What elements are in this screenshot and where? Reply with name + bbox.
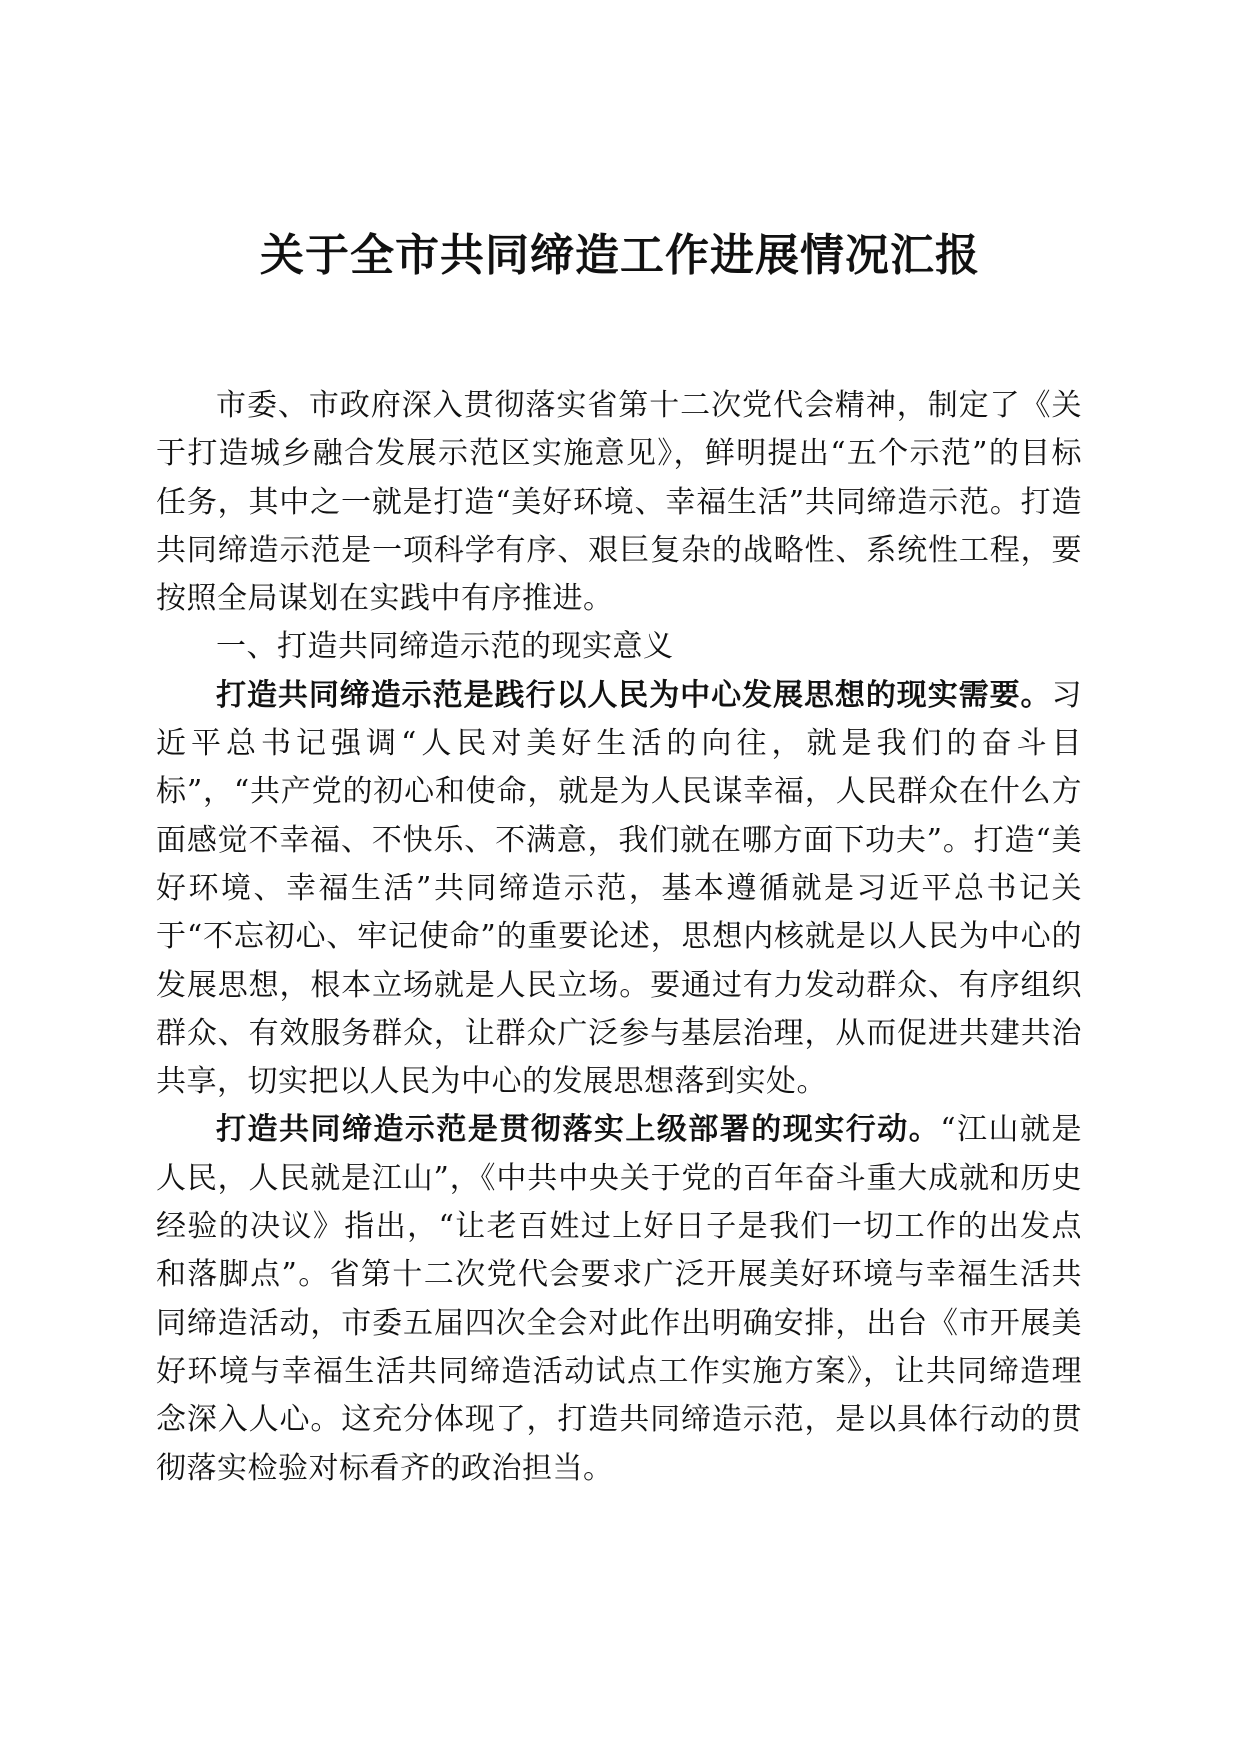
paragraph-body-text: “江山就是人民，人民就是江山”，《中共中央关于党的百年奋斗重大成就和历史经验的决议》指出，“让老百姓过上好日子是我们一切工作的出发点和落脚点”。省第十二次党代会要求广泛开展美好环境与幸福生活共同缔造活动，市委五届四次全会对此作出明确安排，出台《市开展美好环境与幸福生活共同缔造活动试点工作实施方案》，让共同缔造理念深入人心。这充分体现了，打造共同缔造示范，是以具体行动的贯彻落实检验对标看齐的政治担当。	[156, 1112, 1083, 1486]
section-heading: 一、打造共同缔造示范的现实意义	[216, 629, 674, 665]
paragraph-lead-sentence: 打造共同缔造示范是践行以人民为中心发展思想的现实需要。	[216, 677, 1052, 713]
section-paragraph-2	[156, 1106, 1082, 1492]
paragraph-body-text: 习近平总书记强调“人民对美好生活的向往，就是我们的奋斗目标”，“共产党的初心和使命，就是为人民谋幸福，人民群众在什么方面感觉不幸福、不快乐、不满意，我们就在哪方面下功夫”。打造“美好环境、幸福生活”共同缔造示范，基本遵循就是习近平总书记关于“不忘初心、牢记使命”的重要论述，思想内核就是以人民为中心的发展思想，根本立场就是人民立场。要通过有力发动群众、有序组织群众、有效服务群众，让群众广泛参与基层治理，从而促进共建共治共享，切实把以人民为中心的发展思想落到实处。	[156, 677, 1082, 1100]
section-paragraph-1	[156, 672, 1082, 1107]
intro-paragraph: 市委、市政府深入贯彻落实省第十二次党代会精神，制定了《关于打造城乡融合发展示范区实施意见》，鲜明提出“五个示范”的目标任务，其中之一就是打造“美好环境、幸福生活”共同缔造示范。打造共同缔造示范是一项科学有序、艰巨复杂的战略性、系统性工程，要按照全局谋划在实践中有序推进。	[156, 388, 1082, 617]
document-body	[156, 382, 1082, 1493]
paragraph-lead-sentence: 打造共同缔造示范是贯彻落实上级部署的现实行动。	[216, 1112, 941, 1148]
document-title: 关于全市共同缔造工作进展情况汇报	[260, 230, 980, 281]
